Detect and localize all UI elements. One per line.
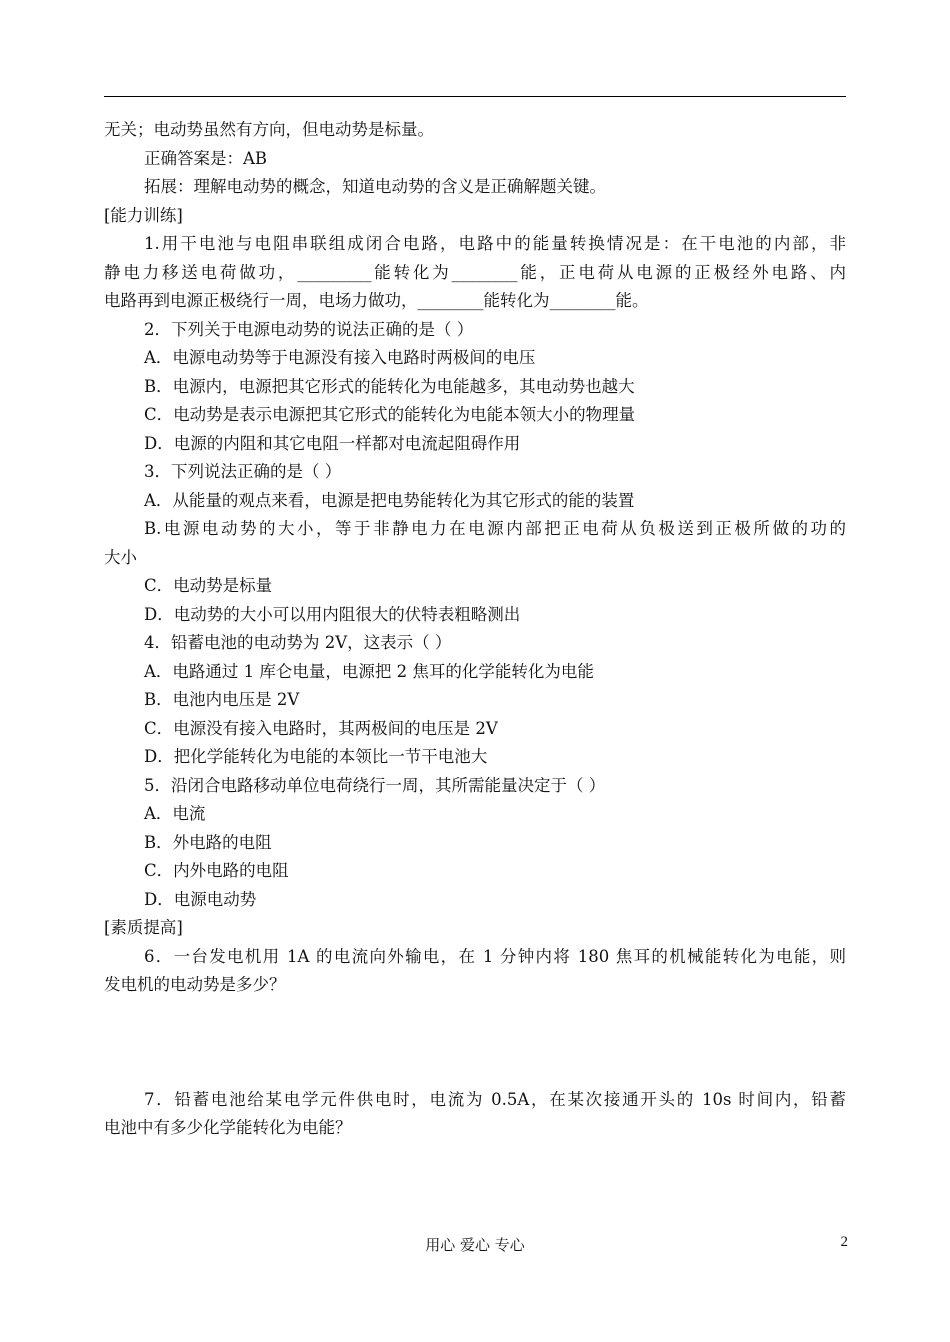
text-line: 无关；电动势虽然有方向，但电动势是标量。 xyxy=(104,120,434,139)
answer-space-q6 xyxy=(104,1000,846,1086)
text-line: 拓展：理解电动势的概念，知道电动势的含义是正确解题关键。 xyxy=(144,177,606,196)
text-line: B．电池内电压是 2V xyxy=(144,690,300,709)
footer-slogan: 用心 爱心 专心 xyxy=(425,1236,525,1254)
text-line: [素质提高] xyxy=(104,918,183,937)
text-line: 5．沿闭合电路移动单位电荷绕行一周，其所需能量决定于（ ） xyxy=(144,775,606,795)
text-line: C．内外电路的电阻 xyxy=(144,861,289,880)
text-line: C．电动势是表示电源把其它形式的能转化为电能本领大小的物理量 xyxy=(144,405,636,424)
text-line: 发电机的电动势是多少？ xyxy=(104,975,286,994)
text-line: B．电源内，电源把其它形式的能转化为电能越多，其电动势也越大 xyxy=(144,376,635,396)
text-line: 静电力移送电荷做功，_________能转化为________能，正电荷从电源的正极经外电路、内 xyxy=(104,262,846,282)
text-line: 3．下列说法正确的是（ ） xyxy=(144,462,342,481)
page-content xyxy=(104,116,846,1143)
text-line: 6．一台发电机用 1A 的电流向外输电，在 1 分钟内将 180 焦耳的机械能转化为电能，则 xyxy=(144,946,846,966)
text-line: D．电动势的大小可以用内阻很大的伏特表粗略测出 xyxy=(144,604,521,624)
text-line: A．电源电动势等于电源没有接入电路时两极间的电压 xyxy=(144,348,536,367)
text-line: C．电动势是标量 xyxy=(144,576,273,595)
text-line: C．电源没有接入电路时，其两极间的电压是 2V xyxy=(144,718,498,738)
text-section-main xyxy=(104,116,846,1000)
text-line: 正确答案是：AB xyxy=(144,148,268,168)
text-line: 2．下列关于电源电动势的说法正确的是（ ） xyxy=(144,319,474,339)
text-section-q7 xyxy=(104,1086,846,1143)
text-line: A．从能量的观点来看，电源是把电势能转化为其它形式的能的装置 xyxy=(144,490,635,510)
text-line: A．电路通过 1 库仑电量，电源把 2 焦耳的化学能转化为电能 xyxy=(144,661,594,681)
text-line: 电池中有多少化学能转化为电能？ xyxy=(104,1118,352,1137)
text-line: D．电源的内阻和其它电阻一样都对电流起阻碍作用 xyxy=(144,433,521,453)
text-line: 电路再到电源正极绕行一周，电场力做功，________能转化为________能。 xyxy=(104,291,649,310)
text-line: 大小 xyxy=(104,547,137,567)
text-line: B.电源电动势的大小，等于非静电力在电源内部把正电荷从负极送到正极所做的功的 xyxy=(144,519,846,538)
text-line: 4．铅蓄电池的电动势为 2V，这表示（ ） xyxy=(144,633,452,652)
page-number: 2 xyxy=(840,1234,848,1250)
text-line: D．把化学能转化为电能的本领比一节干电池大 xyxy=(144,747,488,766)
text-line: [能力训练] xyxy=(104,205,183,225)
text-line: 7．铅蓄电池给某电学元件供电时，电流为 0.5A，在某次接通开头的 10s 时间内，铅蓄 xyxy=(144,1089,846,1109)
text-line: A．电流 xyxy=(144,804,206,823)
text-line: 1.用干电池与电阻串联组成闭合电路，电路中的能量转换情况是：在干电池的内部，非 xyxy=(144,234,846,253)
text-line: D．电源电动势 xyxy=(144,889,257,909)
header-rule xyxy=(104,96,846,97)
text-line: B．外电路的电阻 xyxy=(144,832,272,852)
